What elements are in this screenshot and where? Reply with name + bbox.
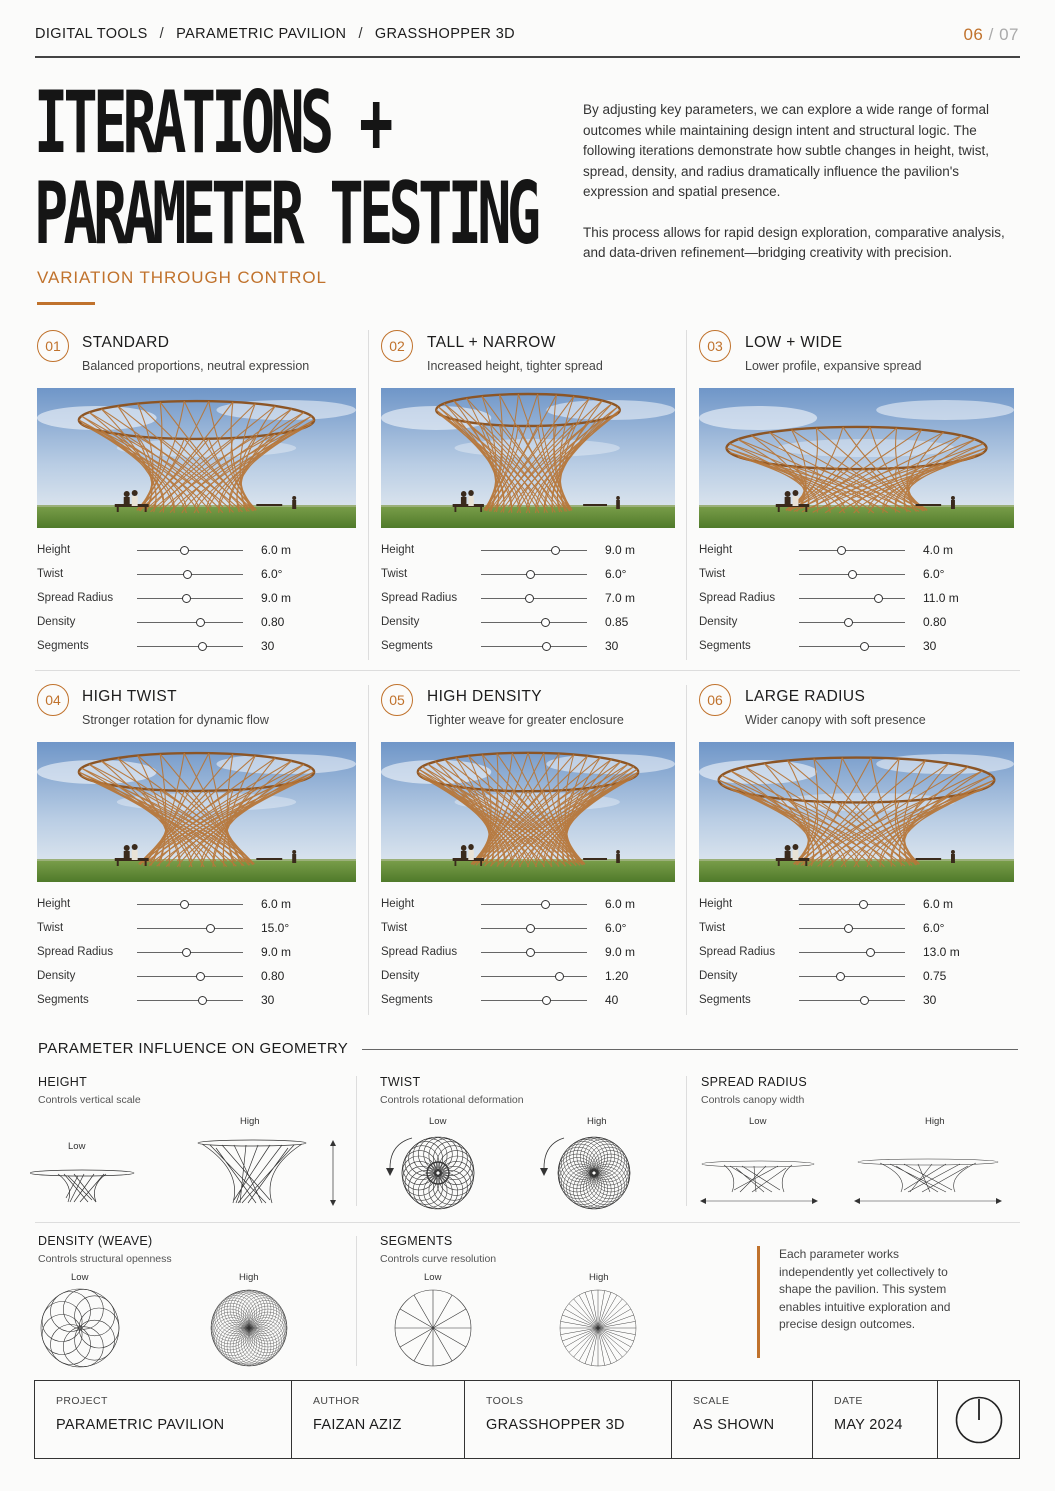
spread-influence-desc: Controls canopy width	[701, 1094, 805, 1106]
parameter-value: 0.80	[261, 615, 285, 629]
parameter-slider-knob[interactable]	[844, 618, 853, 627]
parameter-value: 0.80	[923, 615, 947, 629]
parameter-slider-row	[381, 916, 626, 940]
segments-influence-desc: Controls curve resolution	[380, 1253, 497, 1265]
parameter-slider-knob[interactable]	[182, 594, 191, 603]
intro-paragraph: This process allows for rapid design exploration, comparative analysis, and data-driven refinement—bridging creativity with precision.	[583, 224, 1005, 260]
parameter-slider-row	[381, 988, 618, 1012]
iteration-title: LOW + WIDE	[745, 334, 843, 351]
parameter-value: 0.80	[261, 969, 285, 983]
parameter-name: Twist	[381, 922, 408, 934]
iteration-description: Wider canopy with soft presence	[745, 713, 926, 727]
breadcrumb	[35, 26, 515, 42]
parameter-slider-track[interactable]	[137, 646, 243, 647]
parameter-slider-knob[interactable]	[198, 996, 207, 1005]
iteration-description: Increased height, tighter spread	[427, 359, 603, 373]
pavilion-render-image	[381, 742, 675, 882]
parameter-name: Spread Radius	[699, 946, 776, 958]
page-title	[34, 73, 537, 264]
parameter-slider-track[interactable]	[481, 928, 587, 929]
parameter-slider-track[interactable]	[481, 622, 587, 623]
parameter-slider-knob[interactable]	[180, 900, 189, 909]
intro-text	[583, 100, 1008, 264]
parameter-name: Twist	[699, 568, 726, 580]
parameter-slider-row	[381, 586, 635, 610]
page-indicator	[963, 25, 1019, 45]
parameter-slider-row	[699, 538, 953, 562]
project-value: PARAMETRIC PAVILION	[56, 1417, 225, 1433]
parameter-slider-row	[699, 964, 946, 988]
parameter-value: 6.0°	[605, 921, 627, 935]
column-divider	[368, 685, 369, 1015]
parameter-slider-track[interactable]	[481, 1000, 587, 1001]
parameter-value: 6.0 m	[605, 897, 636, 911]
high-label: High	[925, 1116, 945, 1127]
project-cell	[35, 1381, 292, 1458]
parameter-slider-row	[37, 586, 291, 610]
parameter-slider-knob[interactable]	[183, 570, 192, 579]
influence-section-rule	[362, 1049, 1018, 1050]
iteration-number-badge: 01	[37, 330, 69, 362]
height-influence-title: HEIGHT	[38, 1075, 88, 1089]
parameter-name: Height	[381, 898, 415, 910]
parameter-slider-knob[interactable]	[542, 996, 551, 1005]
parameter-slider-track[interactable]	[481, 976, 587, 977]
parameter-name: Density	[699, 970, 738, 982]
high-label: High	[239, 1272, 259, 1283]
parameter-slider-row	[381, 892, 635, 916]
parameter-value: 9.0 m	[261, 591, 292, 605]
parameter-name: Height	[699, 898, 733, 910]
parameter-value: 6.0 m	[261, 543, 292, 557]
date-label: DATE	[834, 1395, 863, 1407]
parameter-value: 6.0 m	[923, 897, 954, 911]
parameter-name: Density	[381, 970, 420, 982]
parameter-slider-knob[interactable]	[525, 594, 534, 603]
parameter-slider-track[interactable]	[799, 598, 905, 599]
parameter-slider-knob[interactable]	[541, 900, 550, 909]
parameter-slider-row	[37, 562, 282, 586]
iteration-title: HIGH TWIST	[82, 688, 177, 705]
parameter-slider-track[interactable]	[799, 976, 905, 977]
iteration-number-badge: 03	[699, 330, 731, 362]
parameter-slider-knob[interactable]	[198, 642, 207, 651]
parameter-slider-row	[37, 964, 284, 988]
parameter-name: Height	[37, 544, 71, 556]
parameter-slider-track[interactable]	[137, 622, 243, 623]
intro-paragraph: By adjusting key parameters, we can explore a wide range of formal outcomes while maintaining design intent and structural logic. The following iterations demonstrate how subtle changes in height, twist, spread, density, and radius dramatically influence the pavilion's expression and spatial presence.	[583, 102, 989, 199]
parameter-slider-knob[interactable]	[180, 546, 189, 555]
parameter-slider-track[interactable]	[481, 550, 587, 551]
parameter-slider-track[interactable]	[137, 574, 243, 575]
column-divider	[686, 1076, 687, 1206]
author-cell	[292, 1381, 465, 1458]
row-divider	[35, 1222, 1020, 1223]
date-value: MAY 2024	[834, 1417, 903, 1433]
parameter-slider-knob[interactable]	[860, 642, 869, 651]
north-arrow-cell	[938, 1381, 1019, 1458]
iteration-number-badge: 02	[381, 330, 413, 362]
parameter-slider-track[interactable]	[799, 904, 905, 905]
parameter-slider-knob[interactable]	[837, 546, 846, 555]
parameter-slider-track[interactable]	[481, 574, 587, 575]
parameter-slider-track[interactable]	[137, 598, 243, 599]
parameter-name: Twist	[37, 568, 64, 580]
density-diagram	[36, 1286, 296, 1370]
parameter-value: 40	[605, 993, 619, 1007]
parameter-name: Segments	[699, 994, 751, 1006]
parameter-slider-knob[interactable]	[551, 546, 560, 555]
parameter-slider-knob[interactable]	[206, 924, 215, 933]
influence-section-title: PARAMETER INFLUENCE ON GEOMETRY	[38, 1040, 349, 1057]
parameter-name: Height	[699, 544, 733, 556]
breadcrumb-separator: /	[159, 26, 165, 42]
page-separator: /	[988, 25, 994, 44]
parameter-slider-knob[interactable]	[844, 924, 853, 933]
parameter-slider-track[interactable]	[799, 1000, 905, 1001]
row-divider	[35, 670, 1020, 671]
parameter-name: Twist	[699, 922, 726, 934]
title-block	[34, 1380, 1020, 1459]
parameter-slider-knob[interactable]	[859, 900, 868, 909]
parameter-name: Spread Radius	[381, 946, 458, 958]
height-influence-desc: Controls vertical scale	[38, 1094, 141, 1106]
parameter-slider-track[interactable]	[137, 976, 243, 977]
parameter-slider-track[interactable]	[481, 598, 587, 599]
parameter-value: 30	[261, 993, 275, 1007]
parameter-value: 1.20	[605, 969, 629, 983]
parameter-slider-row	[381, 562, 626, 586]
north-arrow-icon	[954, 1395, 1004, 1445]
parameter-slider-knob[interactable]	[196, 972, 205, 981]
parameter-value: 11.0 m	[923, 591, 959, 605]
parameter-name: Segments	[381, 640, 433, 652]
pavilion-render-image	[699, 388, 1014, 528]
low-label: Low	[749, 1116, 767, 1127]
height-diagram	[30, 1130, 350, 1210]
tools-label: TOOLS	[486, 1395, 524, 1407]
parameter-name: Twist	[381, 568, 408, 580]
parameter-slider-row	[37, 916, 289, 940]
parameter-name: Density	[699, 616, 738, 628]
parameter-slider-track[interactable]	[137, 928, 243, 929]
parameter-slider-row	[699, 586, 959, 610]
parameter-slider-row	[699, 610, 946, 634]
parameter-value: 6.0°	[923, 567, 945, 581]
parameter-value: 30	[261, 639, 275, 653]
parameter-slider-knob[interactable]	[182, 948, 191, 957]
parameter-name: Density	[381, 616, 420, 628]
twist-influence-desc: Controls rotational deformation	[380, 1094, 524, 1106]
scale-value: AS SHOWN	[693, 1417, 775, 1433]
iteration-title: LARGE RADIUS	[745, 688, 866, 705]
parameter-name: Spread Radius	[699, 592, 776, 604]
parameter-slider-track[interactable]	[481, 646, 587, 647]
pavilion-render-image	[699, 742, 1014, 882]
iteration-description: Tighter weave for greater enclosure	[427, 713, 624, 727]
header-divider	[35, 56, 1020, 58]
parameter-slider-row	[699, 916, 944, 940]
parameter-slider-knob[interactable]	[196, 618, 205, 627]
parameter-slider-track[interactable]	[799, 550, 905, 551]
parameter-slider-row	[37, 610, 284, 634]
density-influence-desc: Controls structural openness	[38, 1253, 172, 1265]
parameter-slider-track[interactable]	[137, 952, 243, 953]
parameter-slider-row	[381, 610, 628, 634]
iteration-number-badge: 04	[37, 684, 69, 716]
pavilion-render-image	[37, 388, 356, 528]
parameter-value: 7.0 m	[605, 591, 636, 605]
iteration-description: Balanced proportions, neutral expression	[82, 359, 310, 373]
spread-influence-title: SPREAD RADIUS	[701, 1075, 808, 1089]
parameter-value: 6.0°	[605, 567, 627, 581]
pavilion-render-image	[37, 742, 356, 882]
twist-diagram	[376, 1130, 646, 1215]
iteration-title: STANDARD	[82, 334, 170, 351]
parameter-slider-row	[699, 892, 953, 916]
column-divider	[686, 685, 687, 1015]
parameter-name: Segments	[37, 994, 89, 1006]
parameter-name: Height	[381, 544, 415, 556]
influence-note: Each parameter works independently yet collectively to shape the pavilion. This system enables intuitive exploration and precise design outcomes.	[779, 1247, 951, 1331]
parameter-slider-row	[381, 964, 628, 988]
author-value: FAIZAN AZIZ	[313, 1417, 402, 1433]
twist-influence-title: TWIST	[380, 1075, 421, 1089]
parameter-slider-track[interactable]	[137, 904, 243, 905]
parameter-value: 15.0°	[261, 921, 290, 935]
parameter-value: 9.0 m	[605, 945, 636, 959]
parameter-name: Segments	[699, 640, 751, 652]
parameter-value: 9.0 m	[605, 543, 636, 557]
parameter-value: 13.0 m	[923, 945, 960, 959]
parameter-name: Twist	[37, 922, 64, 934]
parameter-value: 6.0 m	[261, 897, 292, 911]
iteration-title: TALL + NARROW	[427, 334, 556, 351]
parameter-slider-track[interactable]	[137, 550, 243, 551]
density-influence-title: DENSITY (WEAVE)	[38, 1234, 153, 1248]
low-label: Low	[68, 1141, 86, 1152]
iteration-number-badge: 06	[699, 684, 731, 716]
parameter-name: Segments	[37, 640, 89, 652]
column-divider	[686, 330, 687, 660]
date-cell	[813, 1381, 938, 1458]
high-label: High	[587, 1116, 607, 1127]
high-label: High	[589, 1272, 609, 1283]
iteration-description: Lower profile, expansive spread	[745, 359, 922, 373]
parameter-slider-row	[699, 634, 936, 658]
pavilion-render-image	[381, 388, 675, 528]
breadcrumb-separator: /	[358, 26, 363, 42]
low-label: Low	[429, 1116, 447, 1127]
author-label: AUTHOR	[313, 1395, 360, 1407]
parameter-slider-knob[interactable]	[874, 594, 883, 603]
parameter-slider-row	[37, 988, 274, 1012]
parameter-name: Height	[37, 898, 71, 910]
parameter-value: 6.0°	[261, 567, 283, 581]
parameter-value: 0.85	[605, 615, 629, 629]
iteration-title: HIGH DENSITY	[427, 688, 543, 705]
page-total: 07	[999, 25, 1019, 44]
parameter-value: 30	[923, 639, 937, 653]
parameter-slider-knob[interactable]	[526, 570, 535, 579]
parameter-slider-row	[699, 562, 944, 586]
breadcrumb-item[interactable]: PARAMETRIC PAVILION	[176, 26, 347, 42]
parameter-slider-knob[interactable]	[526, 924, 535, 933]
parameter-slider-knob[interactable]	[860, 996, 869, 1005]
parameter-slider-row	[37, 538, 291, 562]
tools-value: GRASSHOPPER 3D	[486, 1417, 625, 1433]
parameter-slider-track[interactable]	[481, 952, 587, 953]
parameter-slider-row	[381, 634, 618, 658]
parameter-value: 0.75	[923, 969, 947, 983]
project-label: PROJECT	[56, 1395, 108, 1407]
segments-diagram	[388, 1286, 648, 1370]
segments-influence-title: SEGMENTS	[380, 1234, 453, 1248]
column-divider	[356, 1236, 357, 1366]
parameter-name: Spread Radius	[381, 592, 458, 604]
breadcrumb-item[interactable]: DIGITAL TOOLS	[35, 26, 148, 42]
parameter-slider-row	[699, 940, 960, 964]
parameter-slider-row	[37, 940, 291, 964]
parameter-slider-track[interactable]	[799, 952, 905, 953]
low-label: Low	[424, 1272, 442, 1283]
parameter-value: 30	[605, 639, 619, 653]
parameter-slider-track[interactable]	[799, 574, 905, 575]
iteration-description: Stronger rotation for dynamic flow	[82, 713, 269, 727]
tools-cell	[465, 1381, 672, 1458]
parameter-slider-row	[699, 988, 936, 1012]
parameter-value: 6.0°	[923, 921, 945, 935]
parameter-name: Segments	[381, 994, 433, 1006]
parameter-slider-knob[interactable]	[555, 972, 564, 981]
parameter-slider-knob[interactable]	[526, 948, 535, 957]
parameter-slider-knob[interactable]	[541, 618, 550, 627]
subtitle-accent-rule	[37, 302, 95, 305]
parameter-slider-row	[381, 940, 635, 964]
note-accent-bar	[757, 1246, 760, 1358]
breadcrumb-item[interactable]: GRASSHOPPER 3D	[374, 26, 516, 42]
spread-diagram	[696, 1150, 1006, 1210]
parameter-slider-knob[interactable]	[848, 570, 857, 579]
parameter-slider-row	[381, 538, 635, 562]
parameter-slider-knob[interactable]	[542, 642, 551, 651]
column-divider	[368, 330, 369, 660]
scale-cell	[672, 1381, 813, 1458]
parameter-slider-track[interactable]	[799, 928, 905, 929]
parameter-slider-track[interactable]	[137, 1000, 243, 1001]
parameter-slider-track[interactable]	[799, 622, 905, 623]
parameter-value: 4.0 m	[923, 543, 954, 557]
scale-label: SCALE	[693, 1395, 730, 1407]
page-title-line2: PARAMETER TESTING	[34, 164, 537, 264]
high-label: High	[240, 1116, 260, 1127]
parameter-slider-track[interactable]	[799, 646, 905, 647]
page-title-line1: ITERATIONS +	[34, 73, 389, 173]
parameter-slider-row	[37, 892, 291, 916]
parameter-value: 30	[923, 993, 937, 1007]
parameter-name: Density	[37, 970, 76, 982]
parameter-name: Spread Radius	[37, 946, 114, 958]
parameter-name: Spread Radius	[37, 592, 114, 604]
parameter-slider-knob[interactable]	[866, 948, 875, 957]
parameter-name: Density	[37, 616, 76, 628]
parameter-value: 9.0 m	[261, 945, 292, 959]
parameter-slider-knob[interactable]	[836, 972, 845, 981]
page-current: 06	[963, 25, 984, 44]
parameter-slider-row	[37, 634, 274, 658]
low-label: Low	[71, 1272, 89, 1283]
column-divider	[356, 1076, 357, 1206]
page-subtitle: VARIATION THROUGH CONTROL	[37, 268, 327, 287]
iteration-number-badge: 05	[381, 684, 413, 716]
parameter-slider-track[interactable]	[481, 904, 587, 905]
